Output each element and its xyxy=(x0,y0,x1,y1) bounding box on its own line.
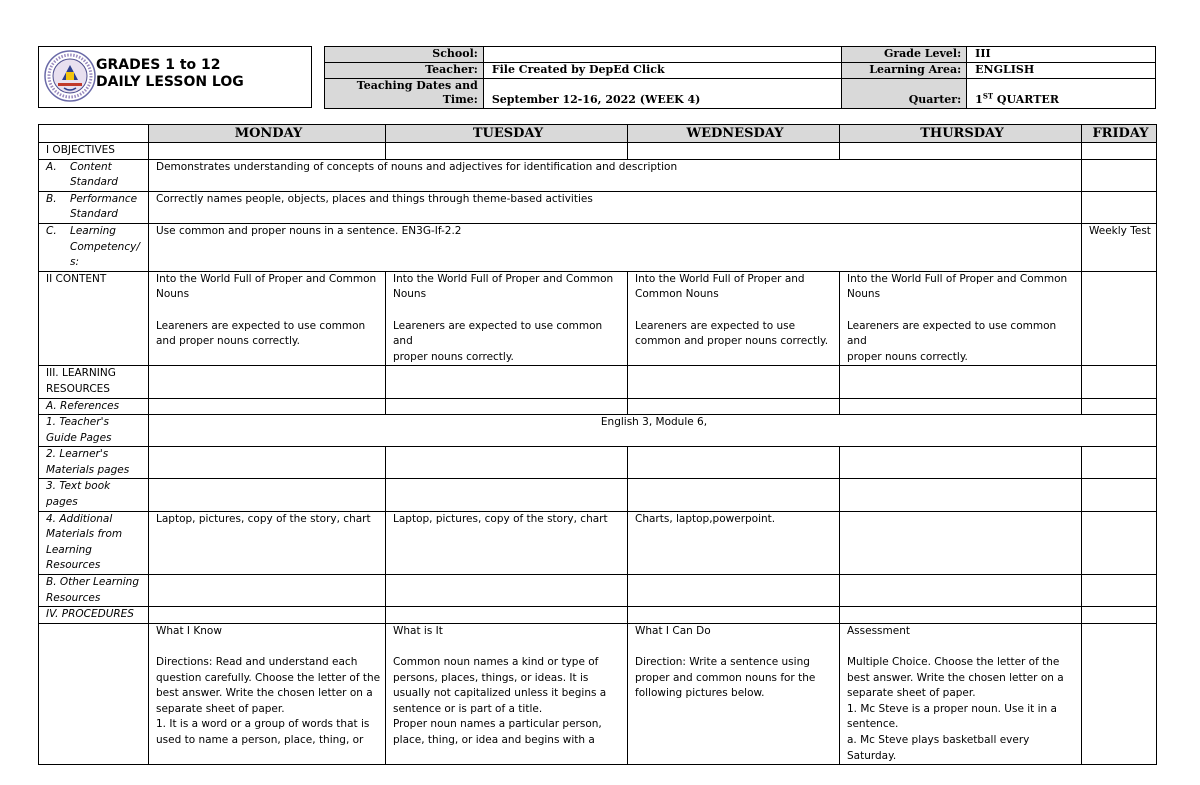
teachers-guide-label: 1. Teacher's Guide Pages xyxy=(39,415,149,447)
performance-standard-label: B. Performance Standard xyxy=(39,191,149,223)
day-friday: FRIDAY xyxy=(1082,125,1157,143)
teachers-guide-value: English 3, Module 6, xyxy=(149,415,1157,447)
quarter-label: Quarter: xyxy=(842,79,967,109)
quarter-value: 1ST QUARTER xyxy=(967,79,1156,109)
area-label: Learning Area: xyxy=(842,63,967,79)
content-standard-text: Demonstrates understanding of concepts of nouns and adjectives for identification and description xyxy=(149,159,1082,191)
procedures-label: IV. PROCEDURES xyxy=(39,607,149,624)
area-value: ENGLISH xyxy=(967,63,1156,79)
weekly-test: Weekly Test xyxy=(1082,223,1157,271)
grade-label: Grade Level: xyxy=(842,47,967,63)
content-monday: Into the World Full of Proper and Common Nouns Leareners are expected to use common and proper nouns correctly. xyxy=(149,271,386,366)
learning-competency-label: C. Learning Competency/ s: xyxy=(39,223,149,271)
procedure-wednesday: What I Can Do Direction: Write a sentence using proper and common nouns for the following pictures below. xyxy=(628,623,840,764)
content-label: II CONTENT xyxy=(39,271,149,366)
day-monday: MONDAY xyxy=(149,125,386,143)
content-standard-label: A. Content Standard xyxy=(39,159,149,191)
title-line-2: DAILY LESSON LOG xyxy=(96,74,244,90)
day-thursday: THURSDAY xyxy=(840,125,1082,143)
materials-wednesday: Charts, laptop,powerpoint. xyxy=(628,511,840,574)
title-line-1: GRADES 1 to 12 xyxy=(96,57,221,73)
dates-value: September 12-16, 2022 (WEEK 4) xyxy=(483,79,841,109)
other-resources-label: B. Other Learning Resources xyxy=(39,575,149,607)
school-value xyxy=(483,47,841,63)
learning-resources-label: III. LEARNING RESOURCES xyxy=(39,366,149,398)
teacher-label: Teacher: xyxy=(325,63,484,79)
materials-tuesday: Laptop, pictures, copy of the story, chart xyxy=(386,511,628,574)
procedure-monday: What I Know Directions: Read and understand each question carefully. Choose the letter of the best answer. Write the chosen letter on a separate sheet of paper. 1. It is a word or a group of words that is used to name a person, place, thing, or xyxy=(149,623,386,764)
grade-value: III xyxy=(967,47,1156,63)
school-label: School: xyxy=(325,47,484,63)
dates-label: Teaching Dates and Time: xyxy=(325,79,484,109)
procedure-thursday: Assessment Multiple Choice. Choose the letter of the best answer. Write the chosen letter on a separate sheet of paper. 1. Mc Steve is a proper noun. Use it in a sentence. a. Mc Steve plays basketball every Saturday. xyxy=(840,623,1082,764)
day-wednesday: WEDNESDAY xyxy=(628,125,840,143)
performance-standard-text: Correctly names people, objects, places and things through theme-based activities xyxy=(149,191,1082,223)
materials-monday: Laptop, pictures, copy of the story, chart xyxy=(149,511,386,574)
content-wednesday: Into the World Full of Proper and Common Nouns Leareners are expected to use common and proper nouns correctly. xyxy=(628,271,840,366)
content-thursday: Into the World Full of Proper and Common Nouns Leareners are expected to use common and proper nouns correctly. xyxy=(840,271,1082,366)
lesson-log-title xyxy=(96,57,244,91)
teacher-value: File Created by DepEd Click xyxy=(483,63,841,79)
corner-cell xyxy=(39,125,149,143)
deped-seal-icon xyxy=(44,50,96,102)
header-info-table xyxy=(324,46,1156,109)
learners-materials-label: 2. Learner's Materials pages xyxy=(39,447,149,479)
textbook-label: 3. Text book pages xyxy=(39,479,149,511)
procedure-tuesday: What is It Common noun names a kind or type of persons, places, things, or ideas. It is usually not capitalized unless it begins a sentence or is part of a title. Proper noun names a particular person, place, thing, or idea and begins with a xyxy=(386,623,628,764)
objectives-label: I OBJECTIVES xyxy=(39,143,149,160)
content-tuesday: Into the World Full of Proper and Common Nouns Leareners are expected to use common and proper nouns correctly. xyxy=(386,271,628,366)
additional-materials-label: 4. Additional Materials from Learning Resources xyxy=(39,511,149,574)
lesson-log-table xyxy=(38,124,1157,765)
day-tuesday: TUESDAY xyxy=(386,125,628,143)
references-label: A. References xyxy=(39,398,149,415)
learning-competency-text: Use common and proper nouns in a sentence. EN3G-If-2.2 xyxy=(149,223,1082,271)
